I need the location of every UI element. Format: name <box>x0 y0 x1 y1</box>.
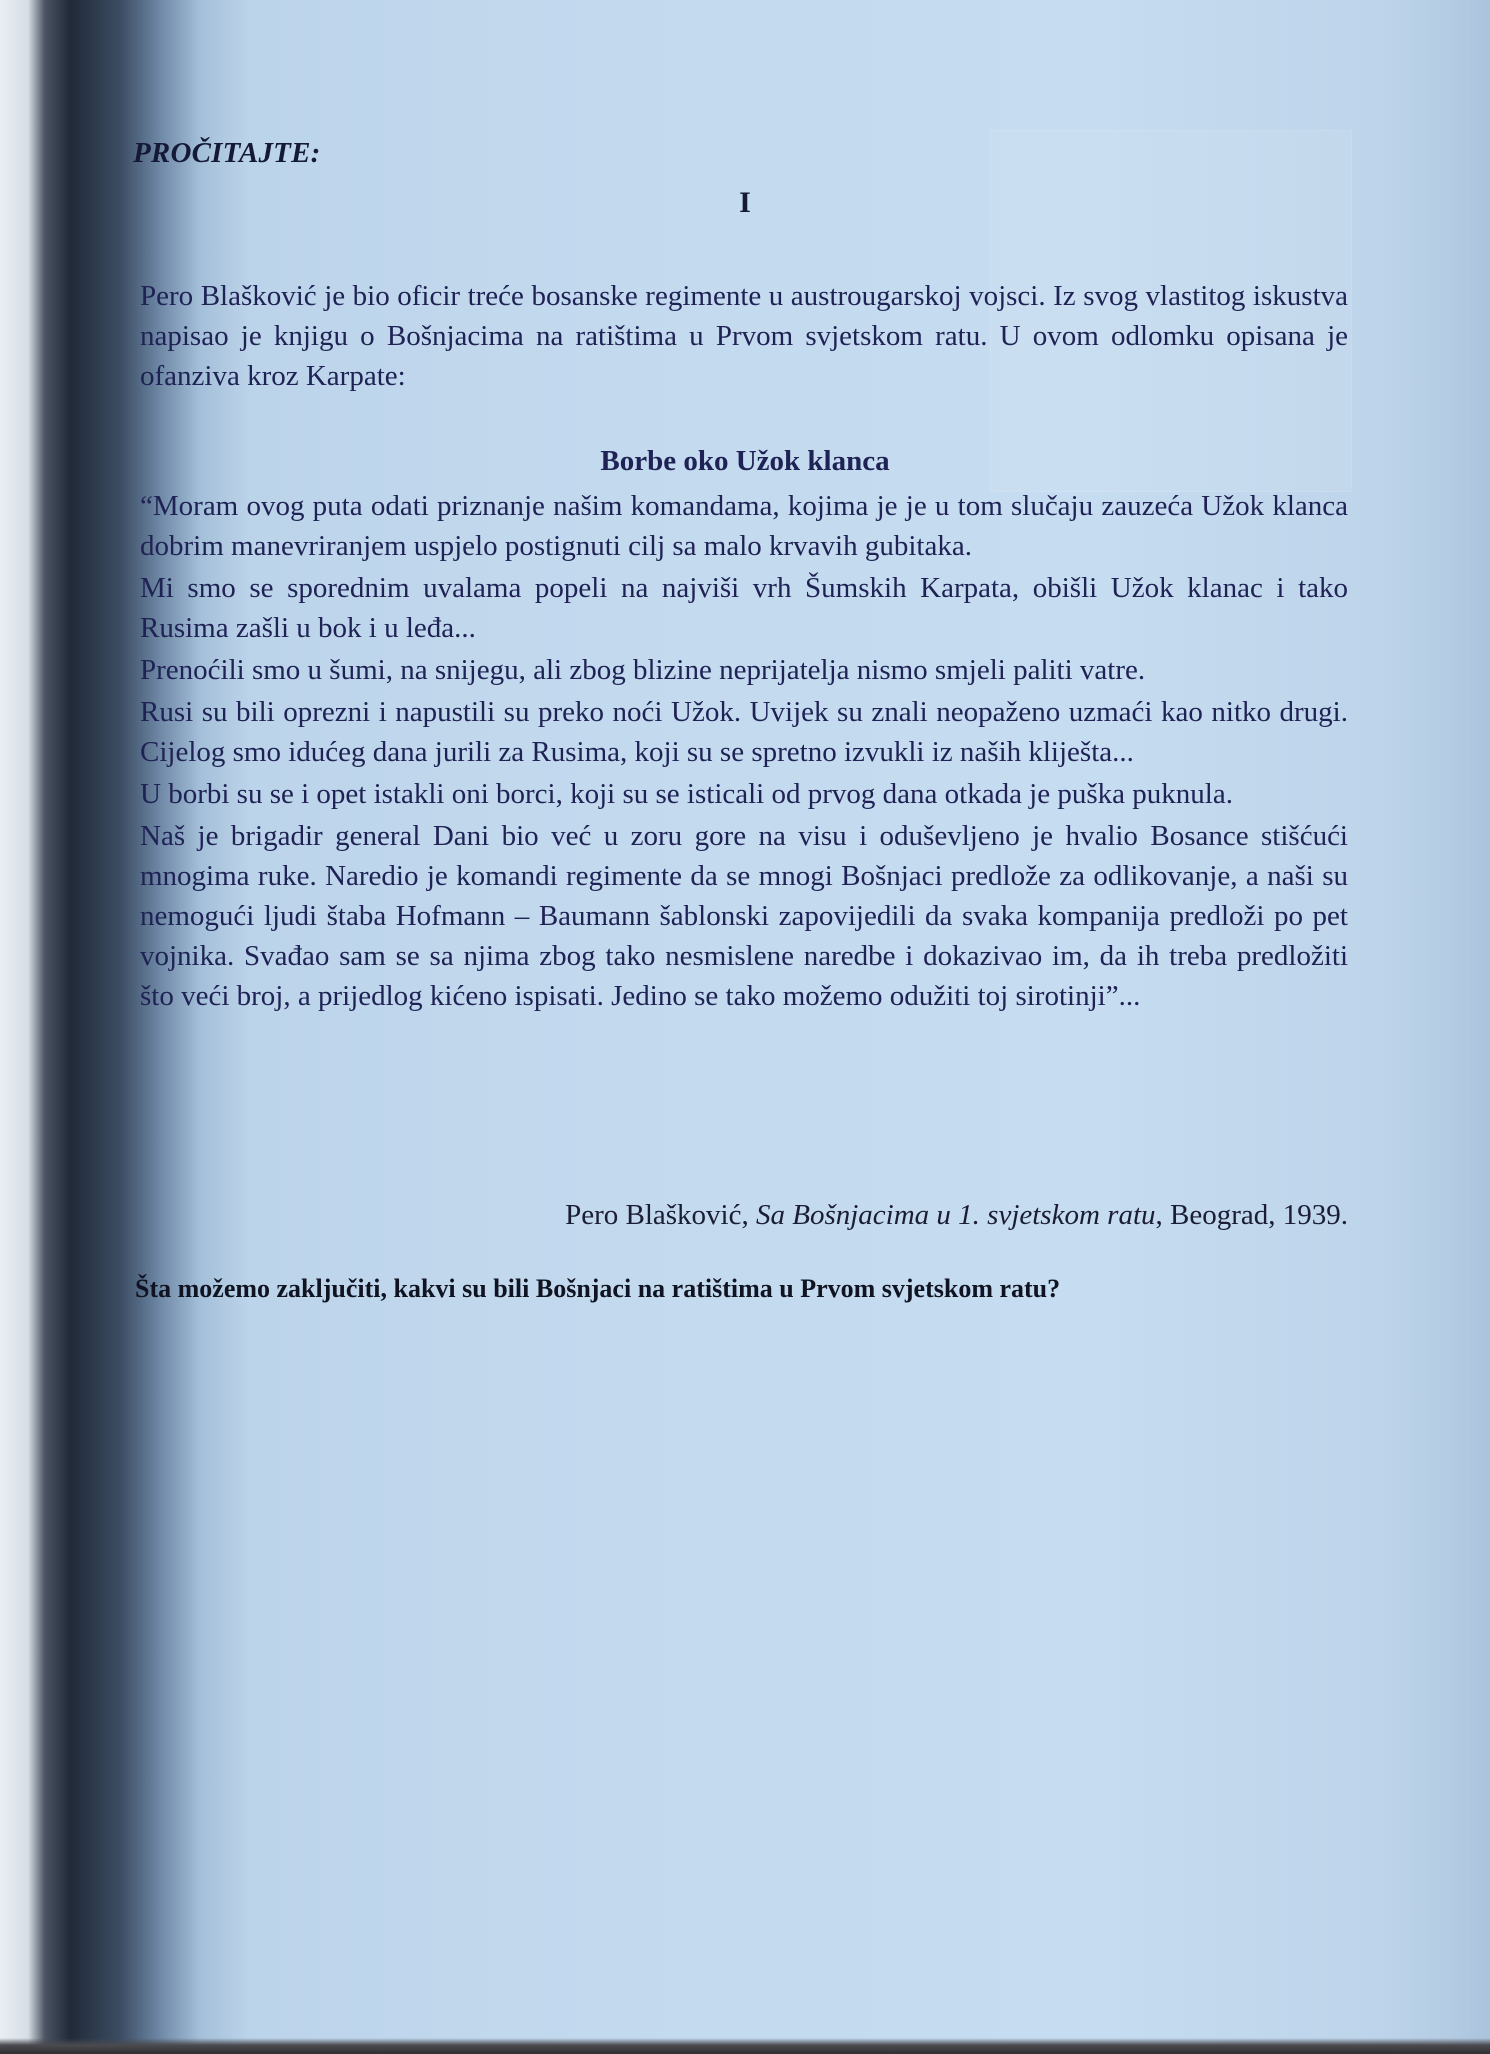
citation-publication: , Beograd, 1939. <box>1155 1199 1348 1231</box>
excerpt-paragraph: “Moram ovog puta odati priznanje našim komandama, kojima je je u tom slučaju zauzeća Užok klanca dobrim manevriranjem uspjelo postignuti cilj sa malo krvavih gubitaka. <box>140 490 1348 562</box>
source-citation <box>565 1195 1348 1235</box>
excerpt-paragraph: Prenoćili smo u šumi, na snijegu, ali zbog blizine neprijatelja nismo smjeli paliti vatre. <box>140 654 1146 686</box>
intro-paragraph: Pero Blašković je bio oficir treće bosanske regimente u austrougarskoj vojsci. Iz svog vlastitog iskustva napisao je knjigu o Bošnjacima na ratištima u Prvom svjetskom ratu. U ovom odlomku opisana je ofanziva kroz Karpate: <box>140 280 1348 392</box>
section-number: I <box>739 186 751 219</box>
excerpt-title: Borbe oko Užok klanca <box>600 445 890 477</box>
excerpt-body <box>140 486 1348 1018</box>
excerpt-paragraph: Mi smo se sporednim uvalama popeli na najviši vrh Šumskih Karpata, obišli Užok klanac i tako Rusima zašli u bok i u leđa... <box>140 572 1348 644</box>
excerpt-paragraph: Rusi su bili oprezni i napustili su preko noći Užok. Uvijek su znali neopaženo uzmaći kao nitko drugi. Cijelog smo idućeg dana jurili za Rusima, koji su se spretno izvukli iz naših kliješta... <box>140 696 1348 768</box>
question-prompt: Šta možemo zaključiti, kakvi su bili Bošnjaci na ratištima u Prvom svjetskom ratu? <box>135 1274 1061 1303</box>
citation-book-title: Sa Bošnjacima u 1. svjetskom ratu <box>755 1199 1156 1231</box>
section-label: PROČITAJTE: <box>133 137 321 169</box>
excerpt-paragraph: U borbi su se i opet istakli oni borci, koji su se isticali od prvog dana otkada je puška puknula. <box>140 778 1233 810</box>
excerpt-paragraph: Naš je brigadir general Dani bio već u zoru gore na visu i oduševljeno je hvalio Bosance stišćući mnogima ruke. Naredio je komandi regimente da se mnogi Bošnjaci predlože za odlikovanje, a naši su nemogući ljudi štaba Hofmann – Baumann šablonski zapovijedili da svaka kompanija predloži po pet vojnika. Svađao sam se sa njima zbog tako nesmislene naredbe i dokazivao im, da ih treba predložiti što veći broj, a prijedlog kićeno ispisati. Jedino se tako možemo odužiti toj sirotinji”... <box>140 820 1348 1012</box>
page-bottom-edge <box>0 2038 1490 2054</box>
citation-author: Pero Blašković, <box>565 1199 749 1231</box>
